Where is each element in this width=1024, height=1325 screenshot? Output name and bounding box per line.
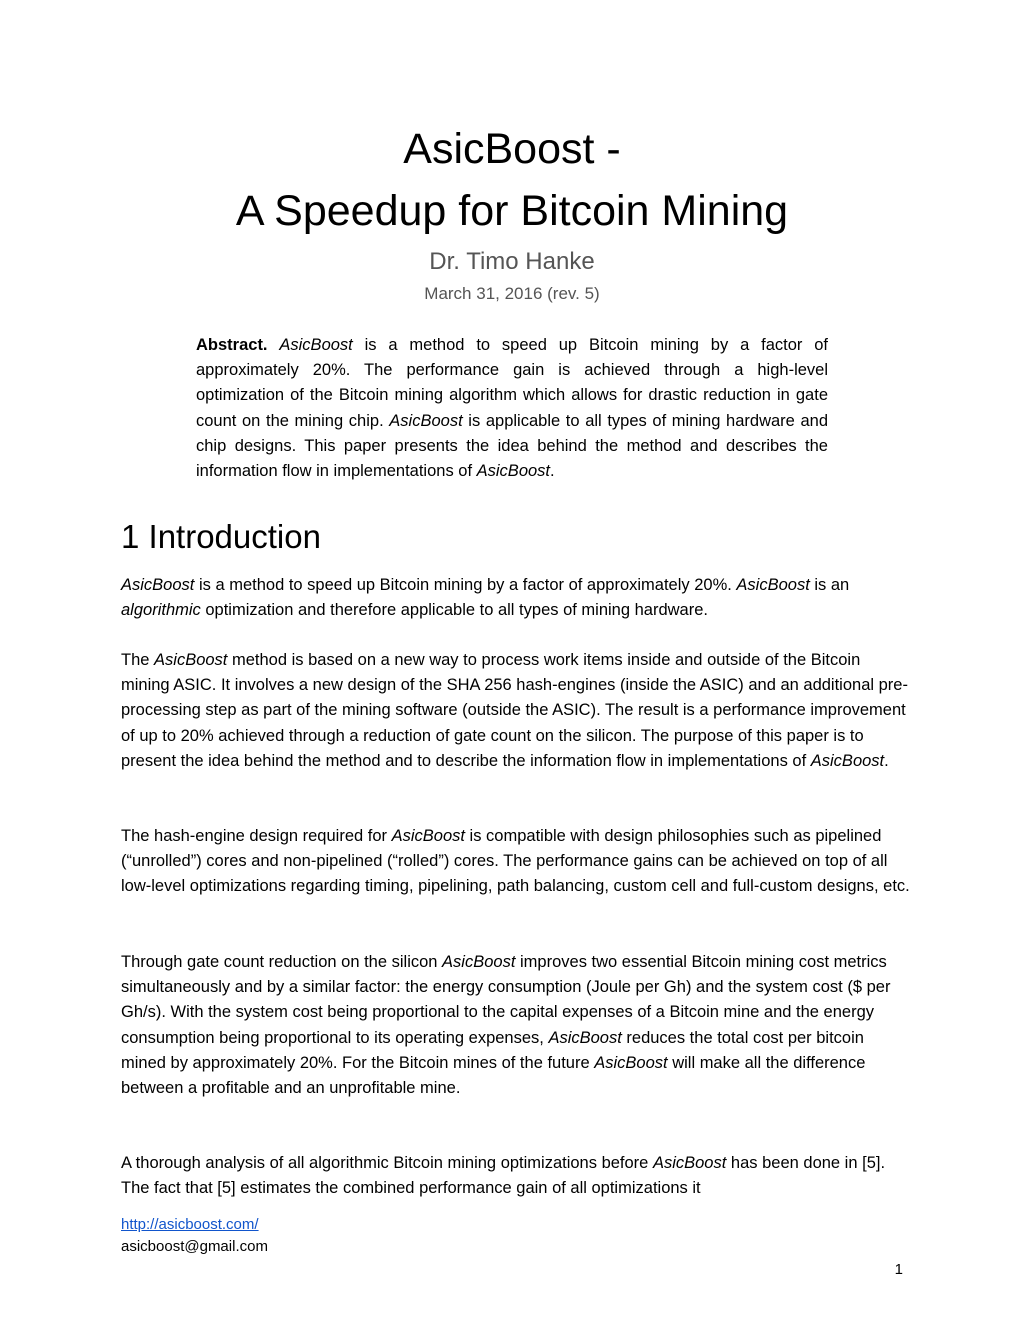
page-number: 1 — [894, 1261, 903, 1278]
abstract-emphasis: AsicBoost — [389, 411, 463, 430]
paragraph-text: A thorough analysis of all algorithmic Bitcoin mining optimizations before — [121, 1154, 653, 1172]
paragraph-text: is an — [809, 576, 850, 594]
paragraph-text: Through gate count reduction on the silicon — [121, 953, 443, 971]
abstract — [196, 333, 828, 484]
paragraph-text: improves two essential Bitcoin mining cost metrics simultaneously and by a similar factor: the energy consumption (Joule per Gh) and the system cost ($ per Gh/s). With the system cost being proportional to the capital expenses of a Bitcoin mine and the energy consumption being proportional to its operating expenses, — [121, 953, 891, 1047]
abstract-text: . — [550, 462, 555, 481]
emphasis: AsicBoost — [736, 576, 810, 594]
emphasis: AsicBoost — [652, 1154, 727, 1172]
intro-paragraph-3 — [121, 824, 911, 900]
intro-paragraph-4 — [121, 950, 911, 1101]
paragraph-text: will make all the difference between a profitable and an unprofitable mine. — [121, 1053, 866, 1098]
paragraph-text: optimization and therefore applicable to all types of mining hardware. — [200, 601, 708, 620]
paragraph-text: . — [884, 751, 889, 770]
emphasis: AsicBoost — [121, 576, 195, 594]
publication-date: March 31, 2016 (rev. 5) — [424, 284, 600, 303]
paragraph-text: reduces the total cost per bitcoin mined by approximately 20%. For the Bitcoin mines of the future — [121, 1028, 864, 1072]
abstract-emphasis: AsicBoost — [279, 336, 353, 354]
section-heading-introduction: 1 Introduction — [121, 518, 321, 555]
paragraph-text: The hash-engine design required for — [121, 827, 392, 845]
contact-email: asicboost@gmail.com — [121, 1238, 268, 1255]
paper-title-line-1: AsicBoost - — [403, 125, 621, 173]
emphasis: AsicBoost — [154, 651, 228, 669]
paragraph-text: has been done in [5]. The fact that [5] estimates the combined performance gain of all optimizations it — [121, 1154, 886, 1198]
paper-title-line-2: A Speedup for Bitcoin Mining — [235, 187, 789, 235]
abstract-text: is a method to speed up Bitcoin mining by a factor of approximately 20%. The performance gain is achieved through a high-level optimization of the Bitcoin mining algorithm which allows for drastic reduction in gate count on the mining chip. — [196, 336, 828, 430]
abstract-label: Abstract. — [196, 336, 268, 354]
emphasis: AsicBoost — [442, 953, 516, 971]
website-link[interactable]: http://asicboost.com/ — [121, 1216, 259, 1233]
abstract-emphasis: AsicBoost — [476, 462, 551, 481]
intro-paragraph-2 — [121, 648, 911, 774]
emphasis: AsicBoost — [548, 1028, 622, 1047]
abstract-text: is applicable to all types of mining hardware and chip designs. This paper presents the idea behind the method and describes the information flow in implementations of — [196, 411, 828, 481]
intro-paragraph-1 — [121, 573, 911, 623]
intro-paragraph-5 — [121, 1151, 911, 1201]
paragraph-text: is a method to speed up Bitcoin mining by a factor of approximately 20%. — [194, 576, 737, 594]
emphasis: algorithmic — [121, 601, 201, 620]
paragraph-text: The — [121, 651, 155, 669]
emphasis: AsicBoost — [810, 751, 885, 770]
paragraph-text: method is based on a new way to process work items inside and outside of the Bitcoin mining ASIC. It involves a new design of the SHA 256 hash-engines (inside the ASIC) and an additional pre-processing step as part of the mining software (outside the ASIC). The result is a performance improvement of up to 20% achieved through a reduction of gate count on the silicon. The purpose of this paper is to present the idea behind the method and to describe the information flow in implementations of — [121, 651, 908, 770]
author-name: Dr. Timo Hanke — [429, 248, 595, 275]
emphasis: AsicBoost — [391, 827, 465, 845]
paragraph-text: is compatible with design philosophies such as pipelined (“unrolled”) cores and non-pipelined (“rolled”) cores. The performance gains can be achieved on top of all low-level optimizations regarding timing, pipelining, path balancing, custom cell and full-custom designs, etc. — [121, 827, 910, 896]
emphasis: AsicBoost — [594, 1053, 668, 1072]
